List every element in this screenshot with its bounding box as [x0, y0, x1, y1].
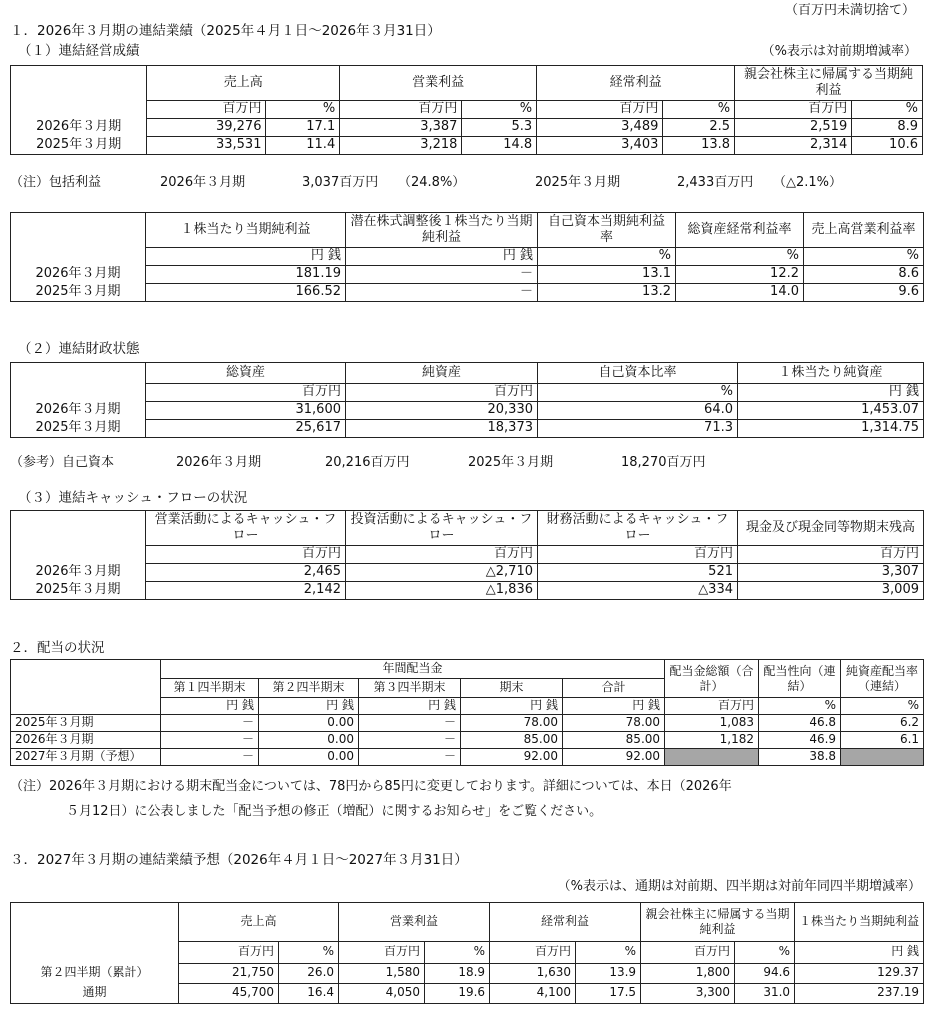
unit-cell: 百万円 — [735, 101, 852, 119]
table-row — [11, 963, 924, 983]
cell: 13.1 — [538, 266, 676, 284]
cell: 237.19 — [795, 983, 924, 1004]
cell: 38.8 — [759, 749, 841, 766]
note-period: 2025年３月期 — [468, 455, 554, 470]
table-row — [11, 582, 924, 600]
unit-cell: % — [663, 101, 735, 119]
row-label: 2026年３月期 — [11, 266, 146, 284]
cell: 25,617 — [146, 420, 346, 438]
cell: 2,314 — [735, 137, 852, 155]
header-roe: 自己資本当期純利益率 — [538, 213, 676, 248]
unit-cell: % — [804, 248, 924, 266]
header-year-end: 期末 — [461, 679, 563, 698]
cell: 31,600 — [146, 402, 346, 420]
header-blank — [11, 679, 161, 698]
cell: 9.6 — [804, 284, 924, 302]
cell: 4,100 — [490, 983, 576, 1004]
row-label: 第２四半期（累計） — [11, 963, 179, 983]
cell-shaded — [665, 749, 759, 766]
header-doe: 純資産配当率（連結） — [841, 660, 924, 698]
unit-cell: 円 銭 — [563, 698, 665, 715]
unit-cell: % — [852, 101, 923, 119]
unit-cell: 百万円 — [147, 101, 266, 119]
cell: 20,330 — [346, 402, 538, 420]
table-row — [11, 715, 924, 732]
header-operating-cf: 営業活動によるキャッシュ・フロー — [146, 511, 346, 546]
unit-cell: 円 銭 — [738, 384, 924, 402]
cell: 10.6 — [852, 137, 923, 155]
row-label: 2026年３月期 — [11, 732, 161, 749]
cell: 21,750 — [179, 963, 279, 983]
unit-cell: % — [735, 941, 795, 963]
cell: 1,083 — [665, 715, 759, 732]
unit-cell: % — [576, 941, 641, 963]
header-blank — [11, 903, 179, 942]
per-share-table — [10, 212, 924, 302]
cash-flow-table — [10, 510, 924, 600]
comprehensive-income-label: （注）包括利益 — [10, 175, 102, 190]
unit-cell: 円 銭 — [795, 941, 924, 963]
cell: － — [359, 749, 461, 766]
header-bps: １株当たり純資産 — [738, 363, 924, 384]
unit-cell: 百万円 — [738, 546, 924, 564]
cell: 1,580 — [339, 963, 425, 983]
cell: 1,314.75 — [738, 420, 924, 438]
cell: 0.00 — [259, 749, 359, 766]
cell: － — [359, 732, 461, 749]
cell: 14.0 — [676, 284, 804, 302]
header-blank — [11, 213, 146, 248]
section1-title: １．2026年３月期の連結業績（2025年４月１日～2026年３月31日） — [10, 23, 441, 39]
cell: 2.5 — [663, 119, 735, 137]
cell: 13.8 — [663, 137, 735, 155]
cell: 39,276 — [147, 119, 266, 137]
unit-blank — [11, 941, 179, 963]
cell: 1,630 — [490, 963, 576, 983]
cell: 18,373 — [346, 420, 538, 438]
cell: 94.6 — [735, 963, 795, 983]
cell: 5.3 — [462, 119, 537, 137]
note-period: 2026年３月期 — [160, 175, 246, 190]
header-q2: 第２四半期末 — [259, 679, 359, 698]
unit-cell: 百万円 — [665, 698, 759, 715]
cell: △2,710 — [346, 564, 538, 582]
note-value: 20,216百万円 — [325, 455, 410, 470]
unit-cell: 百万円 — [179, 941, 279, 963]
table-row — [11, 284, 924, 302]
cell: 46.9 — [759, 732, 841, 749]
forecast-table — [10, 902, 924, 1004]
header-sales: 売上高 — [179, 903, 339, 942]
cell: 64.0 — [538, 402, 738, 420]
cell: 19.6 — [425, 983, 490, 1004]
cell: △334 — [538, 582, 738, 600]
unit-cell: 円 銭 — [461, 698, 563, 715]
cell: 0.00 — [259, 715, 359, 732]
cell: 1,453.07 — [738, 402, 924, 420]
header-q3: 第３四半期末 — [359, 679, 461, 698]
table-row — [11, 119, 923, 137]
unit-blank — [11, 698, 161, 715]
table-row — [11, 420, 924, 438]
cell: 1,182 — [665, 732, 759, 749]
cell: － — [346, 284, 538, 302]
cell: 3,307 — [738, 564, 924, 582]
row-label: 2026年３月期 — [11, 402, 146, 420]
cell: 3,403 — [537, 137, 663, 155]
cell: 92.00 — [563, 749, 665, 766]
unit-cell: 円 銭 — [259, 698, 359, 715]
note-pct: （△2.1%） — [773, 175, 843, 190]
cell: 3,300 — [641, 983, 735, 1004]
unit-cell: 百万円 — [339, 941, 425, 963]
cell: 85.00 — [563, 732, 665, 749]
pct-note: （%表示は対前期増減率） — [761, 44, 917, 59]
cell: 2,519 — [735, 119, 852, 137]
table-row — [11, 564, 924, 582]
row-label: 2026年３月期 — [11, 119, 147, 137]
cell: 14.8 — [462, 137, 537, 155]
row-label: 通期 — [11, 983, 179, 1004]
header-operating-income: 営業利益 — [340, 66, 537, 101]
cell: 8.9 — [852, 119, 923, 137]
dividend-table — [10, 659, 924, 766]
unit-cell: % — [841, 698, 924, 715]
cell: － — [161, 749, 259, 766]
section3-title: ３．2027年３月期の連結業績予想（2026年４月１日～2027年３月31日） — [10, 852, 468, 868]
cell: 17.5 — [576, 983, 641, 1004]
note-period: 2026年３月期 — [176, 455, 262, 470]
table-row — [11, 137, 923, 155]
header-sales: 売上高 — [147, 66, 340, 101]
cell: 18.9 — [425, 963, 490, 983]
unit-cell: 円 銭 — [161, 698, 259, 715]
cell: 1,800 — [641, 963, 735, 983]
unit-cell: 円 銭 — [359, 698, 461, 715]
cell: 13.9 — [576, 963, 641, 983]
header-cash-balance: 現金及び現金同等物期末残高 — [738, 511, 924, 546]
unit-cell: 百万円 — [146, 546, 346, 564]
cell: 3,489 — [537, 119, 663, 137]
cell: 16.4 — [279, 983, 339, 1004]
table-row — [11, 732, 924, 749]
table-row — [11, 402, 924, 420]
cell: － — [359, 715, 461, 732]
header-blank — [11, 511, 146, 546]
cell: 3,009 — [738, 582, 924, 600]
header-equity-ratio: 自己資本比率 — [538, 363, 738, 384]
operating-results-table — [10, 65, 923, 155]
note-value: 2,433百万円 — [677, 175, 754, 190]
table-row — [11, 266, 924, 284]
header-diluted-eps: 潜在株式調整後１株当たり当期純利益 — [346, 213, 538, 248]
table-row — [11, 983, 924, 1004]
cell: 46.8 — [759, 715, 841, 732]
unit-cell: 円 銭 — [146, 248, 346, 266]
cell: 78.00 — [563, 715, 665, 732]
cell: 3,218 — [340, 137, 462, 155]
cell: － — [161, 715, 259, 732]
row-label: 2025年３月期 — [11, 284, 146, 302]
header-ordinary-income: 経常利益 — [490, 903, 641, 942]
cell: 2,142 — [146, 582, 346, 600]
unit-blank — [11, 101, 147, 119]
note-value: 18,270百万円 — [621, 455, 706, 470]
cell: 129.37 — [795, 963, 924, 983]
header-blank — [11, 660, 161, 679]
subsection-cash-flows: （３）連結キャッシュ・フローの状況 — [18, 490, 248, 506]
unit-blank — [11, 384, 146, 402]
forecast-pct-note: （%表示は、通期は対前期、四半期は対前年同四半期増減率） — [557, 879, 921, 894]
header-annual-dividend: 年間配当金 — [161, 660, 665, 679]
table-row — [11, 749, 924, 766]
cell: － — [346, 266, 538, 284]
cell: 71.3 — [538, 420, 738, 438]
unit-cell: 百万円 — [340, 101, 462, 119]
cell: 0.00 — [259, 732, 359, 749]
cell: 3,387 — [340, 119, 462, 137]
dividend-note-cont: ５月12日）に公表しました「配当予想の修正（増配）に関するお知らせ」をご覧ください。 — [66, 804, 603, 819]
header-total-dividends: 配当金総額（合計） — [665, 660, 759, 698]
header-payout-ratio: 配当性向（連結） — [759, 660, 841, 698]
cell: 166.52 — [146, 284, 346, 302]
cell: 85.00 — [461, 732, 563, 749]
unit-cell: 百万円 — [537, 101, 663, 119]
header-blank — [11, 363, 146, 384]
cell: 6.1 — [841, 732, 924, 749]
unit-cell: 百万円 — [490, 941, 576, 963]
cell-shaded — [841, 749, 924, 766]
header-eps: １株当たり当期純利益 — [146, 213, 346, 248]
cell: 181.19 — [146, 266, 346, 284]
row-label: 2025年３月期 — [11, 137, 147, 155]
cell: △1,836 — [346, 582, 538, 600]
unit-blank — [11, 248, 146, 266]
section2-title: ２．配当の状況 — [10, 640, 105, 656]
cell: 13.2 — [538, 284, 676, 302]
unit-cell: % — [279, 941, 339, 963]
unit-cell: % — [266, 101, 340, 119]
unit-cell: % — [538, 248, 676, 266]
cell: 2,465 — [146, 564, 346, 582]
header-net-assets: 純資産 — [346, 363, 538, 384]
cell: 33,531 — [147, 137, 266, 155]
header-investing-cf: 投資活動によるキャッシュ・フロー — [346, 511, 538, 546]
cell: 6.2 — [841, 715, 924, 732]
header-operating-margin: 売上高営業利益率 — [804, 213, 924, 248]
unit-blank — [11, 546, 146, 564]
subsection-operating-results: （１）連結経営成績 — [18, 43, 140, 59]
cell: 4,050 — [339, 983, 425, 1004]
note-pct: （24.8%） — [398, 175, 466, 190]
header-eps: １株当たり当期純利益 — [795, 903, 924, 942]
unit-cell: % — [676, 248, 804, 266]
header-total: 合計 — [563, 679, 665, 698]
row-label: 2026年３月期 — [11, 564, 146, 582]
unit-cell: 百万円 — [538, 546, 738, 564]
cell: 26.0 — [279, 963, 339, 983]
note-period: 2025年３月期 — [535, 175, 621, 190]
header-operating-income: 営業利益 — [339, 903, 490, 942]
header-net-income: 親会社株主に帰属する当期純利益 — [641, 903, 795, 942]
subsection-financial-position: （２）連結財政状態 — [18, 341, 140, 357]
unit-cell: % — [538, 384, 738, 402]
unit-cell: 百万円 — [346, 384, 538, 402]
header-total-assets: 総資産 — [146, 363, 346, 384]
financial-position-table — [10, 362, 924, 438]
header-net-income: 親会社株主に帰属する当期純利益 — [735, 66, 923, 101]
unit-cell: % — [759, 698, 841, 715]
unit-cell: % — [462, 101, 537, 119]
unit-cell: % — [425, 941, 490, 963]
cell: 521 — [538, 564, 738, 582]
cell: 45,700 — [179, 983, 279, 1004]
unit-cell: 百万円 — [146, 384, 346, 402]
unit-cell: 百万円 — [346, 546, 538, 564]
unit-note: （百万円未満切捨て） — [784, 3, 915, 18]
row-label: 2025年３月期 — [11, 420, 146, 438]
equity-reference-label: （参考）自己資本 — [10, 455, 115, 470]
row-label: 2025年３月期 — [11, 715, 161, 732]
cell: 17.1 — [266, 119, 340, 137]
cell: 31.0 — [735, 983, 795, 1004]
note-value: 3,037百万円 — [302, 175, 379, 190]
header-blank — [11, 66, 147, 101]
cell: 78.00 — [461, 715, 563, 732]
cell: － — [161, 732, 259, 749]
cell: 92.00 — [461, 749, 563, 766]
dividend-note: （注）2026年３月期における期末配当金については、78円から85円に変更しております。詳細については、本日（2026年 — [10, 779, 732, 794]
header-roa: 総資産経常利益率 — [676, 213, 804, 248]
unit-cell: 百万円 — [641, 941, 735, 963]
cell: 8.6 — [804, 266, 924, 284]
cell: 12.2 — [676, 266, 804, 284]
header-q1: 第１四半期末 — [161, 679, 259, 698]
header-financing-cf: 財務活動によるキャッシュ・フロー — [538, 511, 738, 546]
unit-cell: 円 銭 — [346, 248, 538, 266]
cell: 11.4 — [266, 137, 340, 155]
row-label: 2027年３月期（予想） — [11, 749, 161, 766]
row-label: 2025年３月期 — [11, 582, 146, 600]
header-ordinary-income: 経常利益 — [537, 66, 735, 101]
